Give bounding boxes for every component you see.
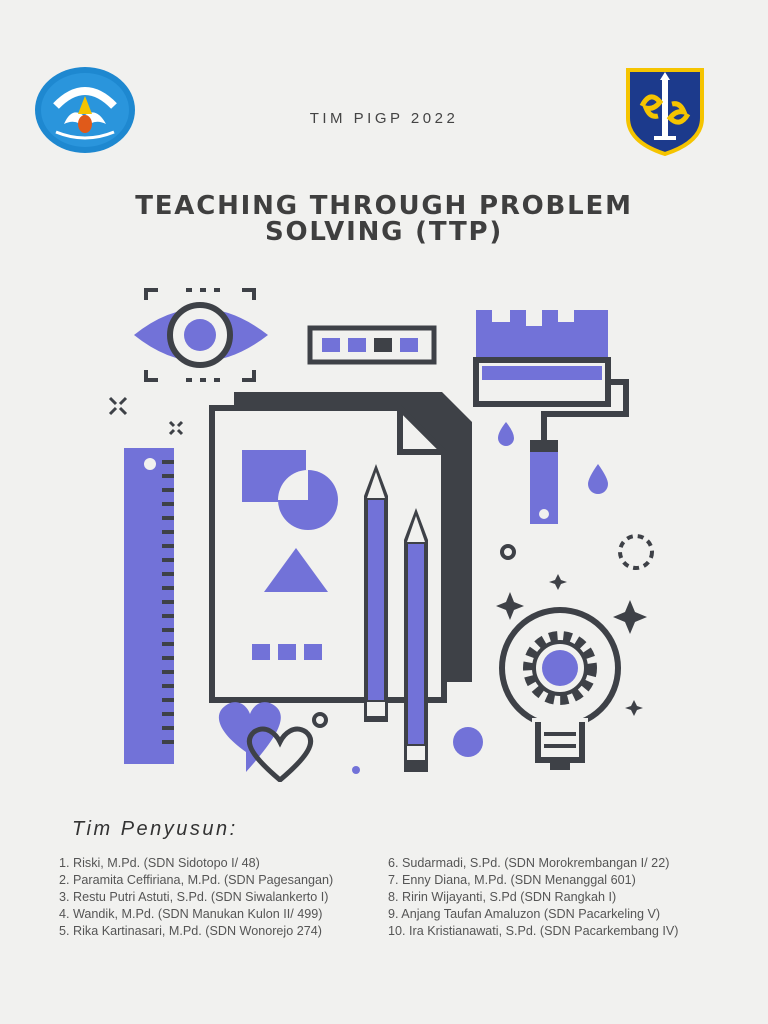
list-item: 1. Riski, M.Pd. (SDN Sidotopo I/ 48) bbox=[59, 856, 260, 870]
eye-icon bbox=[134, 290, 268, 380]
list-item: 4. Wandik, M.Pd. (SDN Manukan Kulon II/ 499) bbox=[59, 907, 323, 921]
color-swatch-icon bbox=[310, 328, 434, 362]
pencil-icon-2 bbox=[404, 508, 428, 772]
list-item: 2. Paramita Ceffiriana, M.Pd. (SDN Pagesangan) bbox=[59, 873, 334, 887]
team-heading: Tim Penyusun: bbox=[72, 818, 238, 840]
page-title bbox=[84, 193, 684, 245]
list-item: 9. Anjang Taufan Amaluzon (SDN Pacarkeling V) bbox=[388, 907, 661, 921]
title-line-2: SOLVING (TTP) bbox=[264, 217, 504, 247]
team-list-left bbox=[59, 855, 333, 940]
team-list-right bbox=[388, 855, 678, 940]
design-tools-illustration bbox=[100, 282, 660, 782]
list-item: 8. Ririn Wijayanti, S.Pd (SDN Rangkah I) bbox=[388, 890, 617, 904]
list-item: 3. Restu Putri Astuti, S.Pd. (SDN Siwalankerto I) bbox=[59, 890, 329, 904]
heart-icon bbox=[219, 702, 311, 780]
document-icon bbox=[212, 392, 472, 700]
list-item: 10. Ira Kristianawati, S.Pd. (SDN Pacarkembang IV) bbox=[388, 924, 679, 938]
pencil-icon bbox=[364, 464, 388, 722]
list-item: 7. Enny Diana, M.Pd. (SDN Menanggal 601) bbox=[388, 873, 636, 887]
light-bulb-icon bbox=[502, 610, 618, 770]
paint-roller-icon bbox=[476, 310, 626, 524]
list-item: 6. Sudarmadi, S.Pd. (SDN Morokrembangan I/ 22) bbox=[388, 856, 670, 870]
title-line-1: TEACHING THROUGH PROBLEM bbox=[135, 191, 633, 221]
ruler-icon bbox=[124, 448, 174, 764]
list-item: 5. Rika Kartinasari, M.Pd. (SDN Wonorejo 274) bbox=[59, 924, 322, 938]
subtitle: TIM PIGP 2022 bbox=[309, 110, 459, 127]
